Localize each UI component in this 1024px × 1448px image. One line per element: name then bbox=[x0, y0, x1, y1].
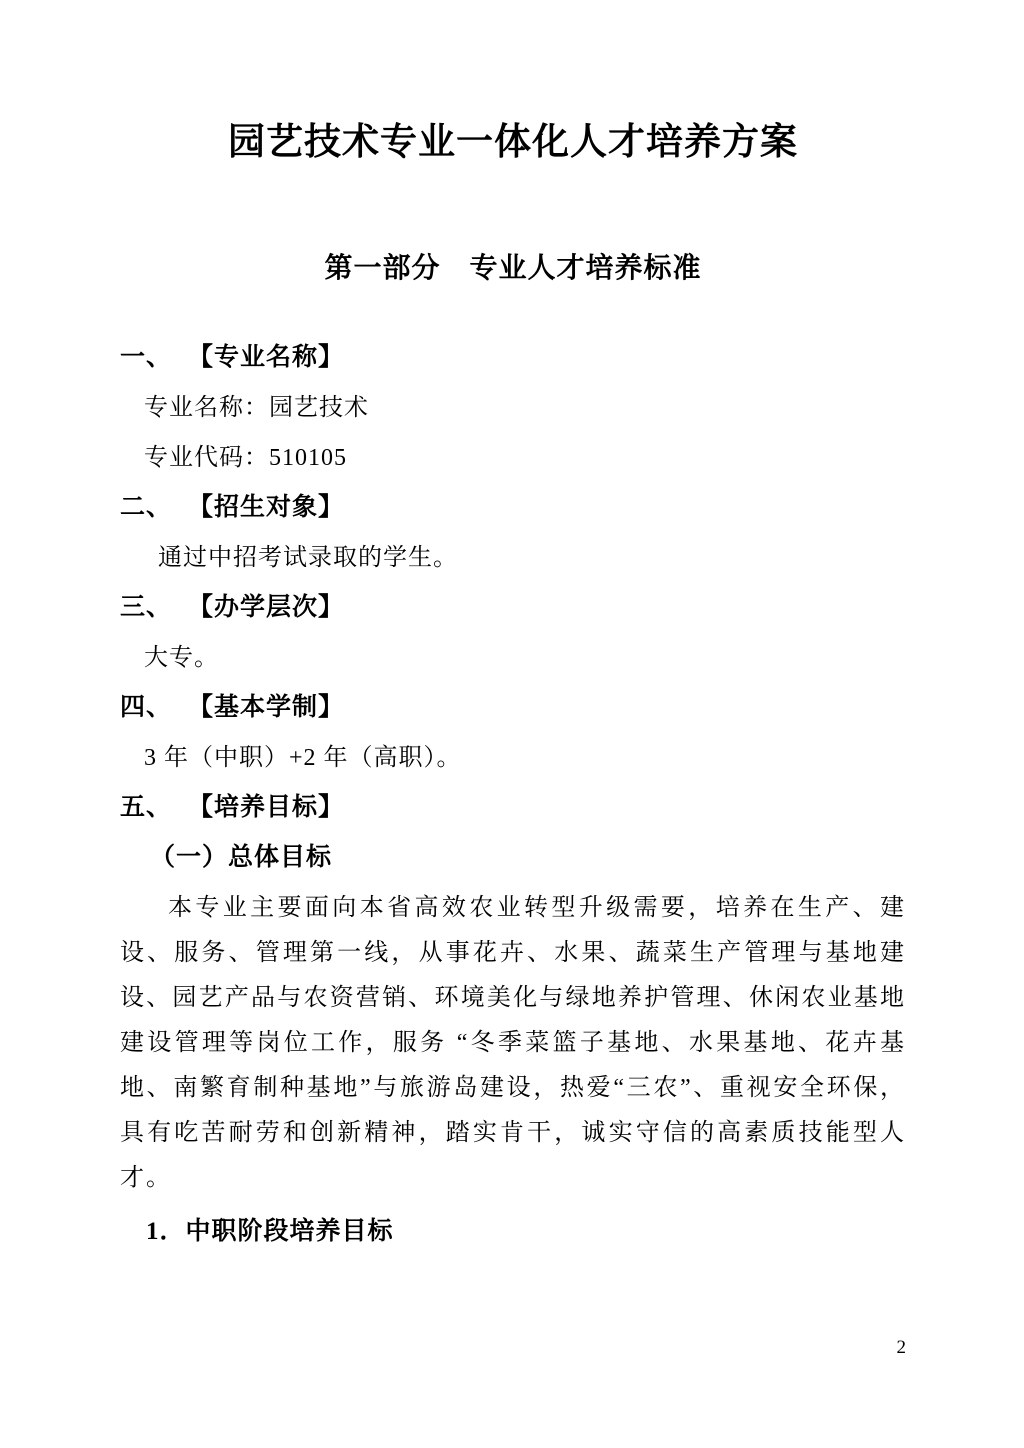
section-number: 五、 bbox=[120, 794, 173, 821]
section-number: 一、 bbox=[120, 344, 173, 371]
section-title: 【培养目标】 bbox=[188, 794, 345, 821]
section-professional-name bbox=[120, 333, 906, 483]
section-title: 【招生对象】 bbox=[188, 494, 345, 521]
secondary-stage-goal-heading: 1．中职阶段培养目标 bbox=[146, 1218, 394, 1245]
body-line: 专业名称：园艺技术 bbox=[144, 395, 369, 421]
section-enrollment-target bbox=[120, 483, 906, 583]
section-heading bbox=[120, 483, 906, 533]
body-line: 专业代码：510105 bbox=[144, 445, 347, 471]
section-heading bbox=[120, 583, 906, 633]
section-title: 【基本学制】 bbox=[188, 694, 345, 721]
section-heading bbox=[120, 683, 906, 733]
section-training-objectives bbox=[120, 783, 906, 833]
document-title: 园艺技术专业一体化人才培养方案 bbox=[228, 121, 798, 162]
section-title: 【办学层次】 bbox=[188, 594, 345, 621]
body-line: 大专。 bbox=[144, 645, 219, 671]
overall-goal-heading: （一）总体目标 bbox=[150, 844, 333, 871]
section-heading bbox=[120, 333, 906, 383]
section-number: 四、 bbox=[120, 694, 173, 721]
body-line: 3 年（中职）+2 年（高职）。 bbox=[144, 745, 462, 771]
page-number: 2 bbox=[896, 1337, 906, 1358]
document-body bbox=[120, 333, 906, 1257]
section-number: 三、 bbox=[120, 594, 173, 621]
part-heading: 第一部分 专业人才培养标准 bbox=[324, 252, 702, 283]
section-schooling-level bbox=[120, 583, 906, 683]
overall-goal-paragraph: 本专业主要面向本省高效农业转型升级需要，培养在生产、建设、服务、管理第一线，从事花卉、水果、蔬菜生产管理与基地建设、园艺产品与农资营销、环境美化与绿地养护管理、休闲农业基地建设管理等岗位工作，服务 “冬季菜篮子基地、水果基地、花卉基地、南繁育制种基地”与旅游岛建设，热爱“三农”、重视安全环保，具有吃苦耐劳和创新精神，踏实肯干，诚实守信的高素质技能型人才。 bbox=[120, 895, 906, 1191]
section-number: 二、 bbox=[120, 494, 173, 521]
section-title: 【专业名称】 bbox=[188, 344, 345, 371]
body-line: 通过中招考试录取的学生。 bbox=[158, 545, 458, 571]
section-basic-schooling-length bbox=[120, 683, 906, 783]
section-heading bbox=[120, 783, 906, 833]
